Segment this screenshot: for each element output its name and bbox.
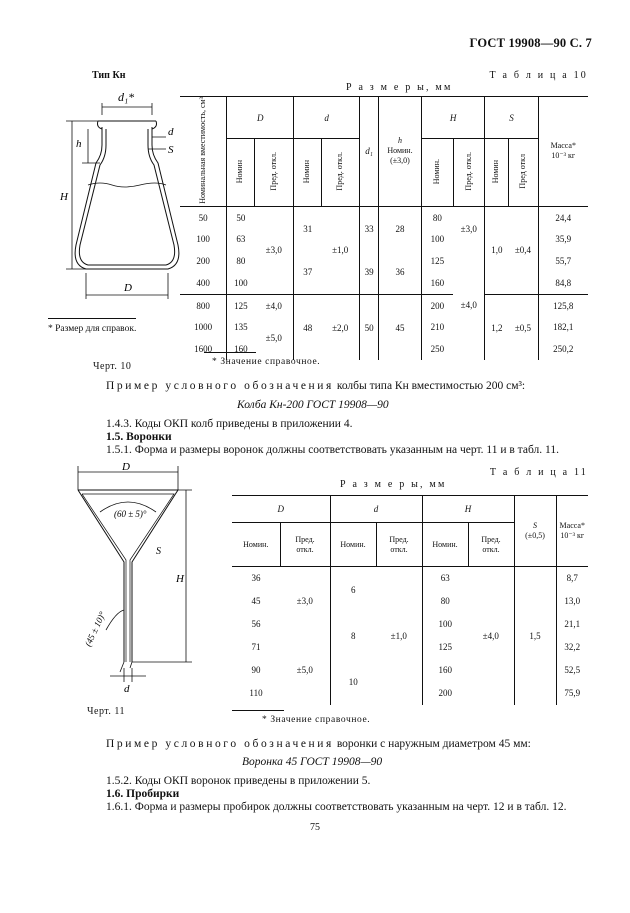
cell-h: 45	[379, 294, 422, 360]
flask-footnote: * Размер для справок.	[48, 324, 137, 334]
cell-d1: 50	[360, 294, 379, 360]
cell11-d-nom: 10	[348, 676, 358, 687]
th-h-nom: Номин.	[387, 146, 413, 156]
funnel-label-cut: (45 ± 10)°	[82, 610, 108, 648]
cell11-H-nom: 80	[440, 596, 450, 606]
cell-d1: 39	[360, 250, 379, 294]
th-H: H	[421, 97, 485, 139]
example2-text: воронки с наружным диаметром 45 мм:	[333, 738, 531, 750]
th11-H-pred: Пред.	[481, 534, 501, 544]
flask-label-d: d	[168, 126, 174, 138]
flask-label-D: D	[124, 282, 132, 294]
divider	[204, 352, 256, 353]
cell11-D-tol: ±3,0	[280, 567, 330, 636]
cell-cap: 1600	[180, 338, 227, 360]
th11-H: H	[422, 496, 514, 523]
cell-mass: 55,7	[555, 256, 572, 267]
cell11-mass: 21,1	[564, 619, 581, 629]
table10	[180, 96, 588, 360]
cell-mass: 84,8	[555, 278, 572, 289]
th-h: h	[397, 136, 402, 146]
cell11-S: 1,5	[514, 567, 556, 705]
th-d-nom: Номин	[302, 159, 312, 184]
example1	[106, 380, 525, 392]
th11-H-nom: Номин.	[422, 523, 468, 567]
cell11-D-nom: 71	[251, 642, 261, 652]
para-1-5-1: 1.5.1. Форма и размеры воронок должны соответствовать указанным на черт. 11 и в табл. 11.	[106, 444, 559, 456]
cell-D-tol: ±3,0	[254, 206, 293, 294]
table10-footnote: * Значение справочное.	[212, 357, 321, 367]
th-capacity: Номинальная вместимость, см³	[197, 97, 207, 204]
th-S-pred: Пред откл	[517, 154, 527, 189]
section-1-5: 1.5. Воронки	[106, 431, 172, 443]
th11-mass-unit: 10⁻³ кг	[560, 531, 585, 540]
cell-D-tol: ±5,0	[254, 316, 293, 360]
th11-mass: Масса*	[559, 521, 585, 530]
funnel-label-S: S	[156, 546, 161, 557]
table11-title: Т а б л и ц а 11	[489, 467, 588, 478]
th11-d: d	[330, 496, 422, 523]
cell-d1: 33	[360, 206, 379, 250]
cell11-D-nom: 56	[251, 619, 261, 629]
example1-text: колбы типа Кн вместимостью 200 см³:	[333, 380, 526, 392]
cell-mass: 250,2	[553, 344, 574, 355]
cell-mass: 182,1	[553, 322, 574, 333]
cell-H-nom: 80	[432, 212, 442, 223]
example1-designation: Колба Кн-200 ГОСТ 19908—90	[237, 399, 389, 411]
example1-prefix: Пример условного обозначения	[106, 380, 334, 392]
cell-H-tol: ±4,0	[453, 250, 485, 360]
page-header: ГОСТ 19908—90 С. 7	[469, 36, 592, 50]
funnel-label-d: d	[124, 683, 130, 695]
para-1-6-1: 1.6.1. Форма и размеры пробирок должны соответствовать указанным на черт. 12 и в табл. 12.	[106, 801, 567, 813]
cell-H-nom: 100	[430, 234, 445, 245]
flask-type-label: Тип Кн	[92, 70, 126, 81]
th-mass-unit: 10⁻³ кг	[551, 151, 576, 161]
table11-sizes: Р а з м е р ы, мм	[340, 479, 447, 490]
th11-d-pred: Пред.	[389, 534, 409, 544]
cell-H-tol: ±3,0	[453, 206, 485, 250]
cell-D-nom: 135	[234, 322, 248, 333]
cell-H-nom: 125	[430, 256, 445, 267]
cell-S-nom: 1,0	[491, 245, 503, 256]
th11-H-otkl: откл.	[482, 544, 500, 554]
cell11-mass: 32,2	[564, 642, 581, 652]
cell11-D-nom: 45	[251, 596, 261, 606]
funnel-label-angle: (60 ± 5)°	[114, 509, 147, 519]
cell-cap: 800	[180, 294, 227, 316]
cell11-D-tol: ±5,0	[280, 636, 330, 705]
cell11-H-nom: 200	[438, 688, 452, 698]
flask-label-S: S	[168, 144, 174, 156]
cell11-mass: 8,7	[566, 573, 578, 584]
cell11-H-nom: 100	[438, 619, 452, 629]
cell-S-nom: 1,2	[491, 322, 503, 333]
cell-h: 36	[379, 250, 422, 294]
cell-H-nom: 160	[430, 278, 445, 289]
cell-D-nom: 125	[234, 300, 248, 311]
cell-d-nom: 48	[303, 322, 313, 333]
fig11-caption: Черт. 11	[87, 706, 126, 717]
cell-H-nom: 210	[430, 322, 445, 333]
table11	[232, 495, 588, 705]
th11-S: S	[533, 521, 537, 530]
th-H-nom: Номин.	[431, 158, 441, 185]
cell11-D-nom: 110	[249, 688, 263, 698]
cell-cap: 100	[180, 228, 227, 250]
cell-D-nom: 50	[236, 212, 246, 223]
cell-d-tol: ±2,0	[321, 294, 359, 360]
th11-d-nom: Номин.	[330, 523, 376, 567]
cell11-H-nom: 125	[438, 642, 452, 652]
cell-d-nom: 31	[303, 223, 313, 234]
th-h-tol: (±3,0)	[390, 156, 410, 166]
table10-title: Т а б л и ц а 10	[489, 70, 588, 81]
cell11-D-nom: 36	[251, 573, 261, 584]
cell11-d-nom: 6	[351, 584, 356, 595]
cell-cap: 50	[180, 206, 227, 228]
funnel-drawing	[60, 462, 200, 702]
th-mass: Масса*	[550, 141, 576, 151]
cell11-d-tol: ±1,0	[376, 567, 422, 705]
cell11-H-tol: ±4,0	[468, 567, 514, 705]
cell-d-tol: ±1,0	[321, 206, 359, 294]
th-H-pred: Пред. откл.	[463, 152, 473, 191]
flask-label-d1: d₁*	[118, 90, 135, 104]
cell-S-tol: ±0,5	[508, 294, 538, 360]
th11-D: D	[232, 496, 330, 523]
th-D-nom: Номин	[235, 159, 245, 184]
th-d: d	[294, 97, 360, 139]
th-S: S	[485, 97, 538, 139]
cell-D-nom: 160	[234, 344, 248, 355]
example2	[106, 738, 531, 750]
th-D-pred: Пред. откл.	[268, 152, 278, 191]
th-d-pred: Пред. откл.	[335, 152, 345, 191]
para-1-4-3: 1.4.3. Коды ОКП колб приведены в приложении 4.	[106, 418, 353, 430]
cell-cap: 1000	[180, 316, 227, 338]
flask-label-H: H	[60, 191, 68, 203]
cell11-D-nom: 90	[251, 665, 261, 675]
table10-sizes: Р а з м е р ы, мм	[346, 82, 453, 93]
funnel-label-H: H	[176, 573, 184, 585]
flask-drawing	[40, 85, 190, 305]
cell11-mass: 75,9	[564, 688, 581, 698]
th11-D-pred: Пред.	[295, 534, 315, 544]
cell-mass: 125,8	[553, 300, 574, 311]
cell-mass: 35,9	[555, 234, 572, 245]
funnel-label-D: D	[122, 462, 130, 473]
cell-S-tol: ±0,4	[508, 206, 538, 294]
th11-d-otkl: откл.	[390, 544, 408, 554]
th11-S-tol: (±0,5)	[525, 531, 545, 540]
cell-H-nom: 250	[430, 344, 445, 355]
th-S-nom: Номин	[491, 159, 501, 184]
divider	[232, 710, 284, 711]
cell-mass: 24,4	[555, 212, 572, 223]
cell-cap: 400	[180, 272, 227, 294]
th11-D-nom: Номин.	[232, 523, 280, 567]
th-D: D	[227, 97, 294, 139]
cell11-mass: 13,0	[564, 596, 581, 606]
fig10-caption: Черт. 10	[93, 361, 132, 372]
cell-h: 28	[379, 206, 422, 250]
cell-cap: 200	[180, 250, 227, 272]
para-1-5-2: 1.5.2. Коды ОКП воронок приведены в приложении 5.	[106, 775, 371, 787]
cell-d-nom: 37	[303, 267, 313, 278]
example2-prefix: Пример условного обозначения	[106, 738, 334, 750]
cell-D-nom: 100	[234, 278, 248, 289]
example2-designation: Воронка 45 ГОСТ 19908—90	[242, 756, 383, 768]
cell-D-nom: 63	[236, 234, 246, 245]
cell-H-nom: 200	[430, 300, 445, 311]
cell11-H-nom: 63	[440, 573, 450, 584]
flask-label-h: h	[76, 138, 82, 150]
page-number: 75	[310, 822, 320, 833]
table11-footnote: * Значение справочное.	[262, 715, 371, 725]
cell-D-nom: 80	[236, 256, 246, 267]
th-d1: d₁	[360, 97, 379, 207]
th11-D-otkl: откл.	[296, 544, 314, 554]
divider	[48, 318, 136, 319]
cell-D-tol: ±4,0	[254, 294, 293, 316]
cell11-mass: 52,5	[564, 665, 581, 675]
cell11-H-nom: 160	[438, 665, 452, 675]
section-1-6: 1.6. Пробирки	[106, 788, 180, 800]
cell11-d-nom: 8	[351, 630, 356, 641]
